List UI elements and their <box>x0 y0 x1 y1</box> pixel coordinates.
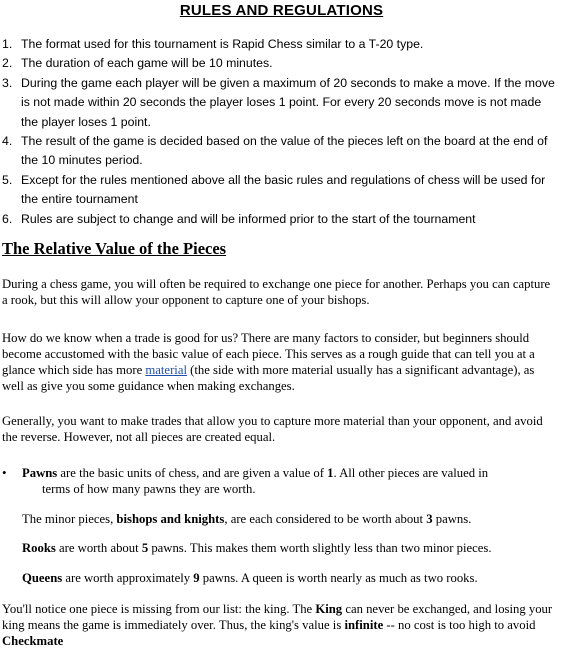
item-text: The minor pieces, <box>22 512 117 526</box>
rule-number: 2. <box>2 56 13 71</box>
piece-name: Pawns <box>22 466 58 480</box>
document-title: RULES AND REGULATIONS <box>179 2 384 19</box>
item-text: pawns. A queen is worth nearly as much as two rooks. <box>199 571 478 585</box>
rule-item <box>0 210 560 229</box>
item-text: are worth approximately <box>62 571 194 585</box>
rule-number: 5. <box>2 172 13 187</box>
item-text: . All other pieces are valued in <box>333 466 489 480</box>
rule-item <box>0 74 560 132</box>
paragraph-trades: Generally, you want to make trades that allow you to capture more material than your opponent, and avoid the reverse. However, not all pieces are created equal. <box>2 414 543 444</box>
piece-value: 5 <box>141 541 149 555</box>
list-item-minor-pieces <box>22 511 552 527</box>
paragraph-text: You'll notice one piece is missing from our list: the king. The <box>2 602 316 616</box>
piece-name: Queens <box>22 571 63 585</box>
list-item-queens <box>22 570 552 586</box>
rule-text: The format used for this tournament is Rapid Chess similar to a T-20 type. <box>21 37 424 51</box>
bullet-icon: • <box>2 465 7 480</box>
rules-list <box>0 35 560 229</box>
paragraph-exchange: During a chess game, you will often be required to exchange one piece for another. Perhaps you can capture a rook, but this will allow your opponent to capture one of your bishops. <box>2 277 551 307</box>
piece-value: 1 <box>327 466 334 480</box>
rule-text: Rules are subject to change and will be informed prior to the start of the tournament <box>21 211 476 226</box>
rule-text: The duration of each game will be 10 minutes. <box>21 56 273 71</box>
rule-item <box>0 132 560 171</box>
paragraph-text: can never be exchanged, and losing your king means the game is immediately over. Thus, the king's value is <box>2 602 553 632</box>
king-value: infinite <box>344 618 384 632</box>
item-text: are the basic units of chess, and are given a value of <box>57 466 328 480</box>
rule-text: Except for the rules mentioned above all the basic rules and regulations of chess will be used for the entire tournament <box>21 172 546 207</box>
piece-name: King <box>315 602 343 616</box>
section-heading: The Relative Value of the Pieces <box>2 239 227 258</box>
item-text: terms of how many pawns they are worth. <box>42 482 256 496</box>
rule-item <box>0 35 560 54</box>
piece-value: 3 <box>426 512 433 526</box>
paragraph-text: (the side with more material usually has a significant advantage), as well as give you some guidance when making exchanges. <box>2 363 535 393</box>
piece-name: Rooks <box>22 541 56 555</box>
rule-number: 6. <box>2 211 13 226</box>
item-text: , are each considered to be worth about <box>224 512 427 526</box>
rule-item <box>0 171 560 210</box>
piece-name: bishops and knights <box>116 512 225 526</box>
rule-number: 4. <box>2 134 13 149</box>
rule-number: 1. <box>2 37 13 51</box>
material-link[interactable]: material <box>145 363 187 377</box>
piece-value: 9 <box>193 571 200 585</box>
rule-text: During the game each player will be given a maximum of 20 seconds to make a move. If the move is not made within 20 seconds the player loses 1 point. For every 20 seconds move is not made the player loses 1 point. <box>21 75 555 129</box>
list-item-rooks <box>22 540 552 556</box>
paragraph-text: How do we know when a trade is good for us? There are many factors to consider, but beginners should become accustomed with the basic value of each piece. This serves as a rough guide that can tell you at a glance which side has more <box>2 331 535 377</box>
checkmate-term: Checkmate <box>2 634 64 648</box>
paragraph-king <box>2 601 558 649</box>
item-text: pawns. This makes them worth slightly less than two minor pieces. <box>148 541 492 555</box>
list-item-pawns <box>22 465 552 497</box>
paragraph-text: -- no cost is too high to avoid <box>383 618 536 632</box>
rule-text: The result of the game is decided based on the value of the pieces left on the board at the end of the 10 minutes period. <box>21 134 548 168</box>
rule-number: 3. <box>2 75 13 90</box>
paragraph-trade-value <box>2 330 558 394</box>
rule-item <box>0 54 560 73</box>
item-text: are worth about <box>55 541 142 555</box>
item-text: pawns. <box>432 512 472 526</box>
